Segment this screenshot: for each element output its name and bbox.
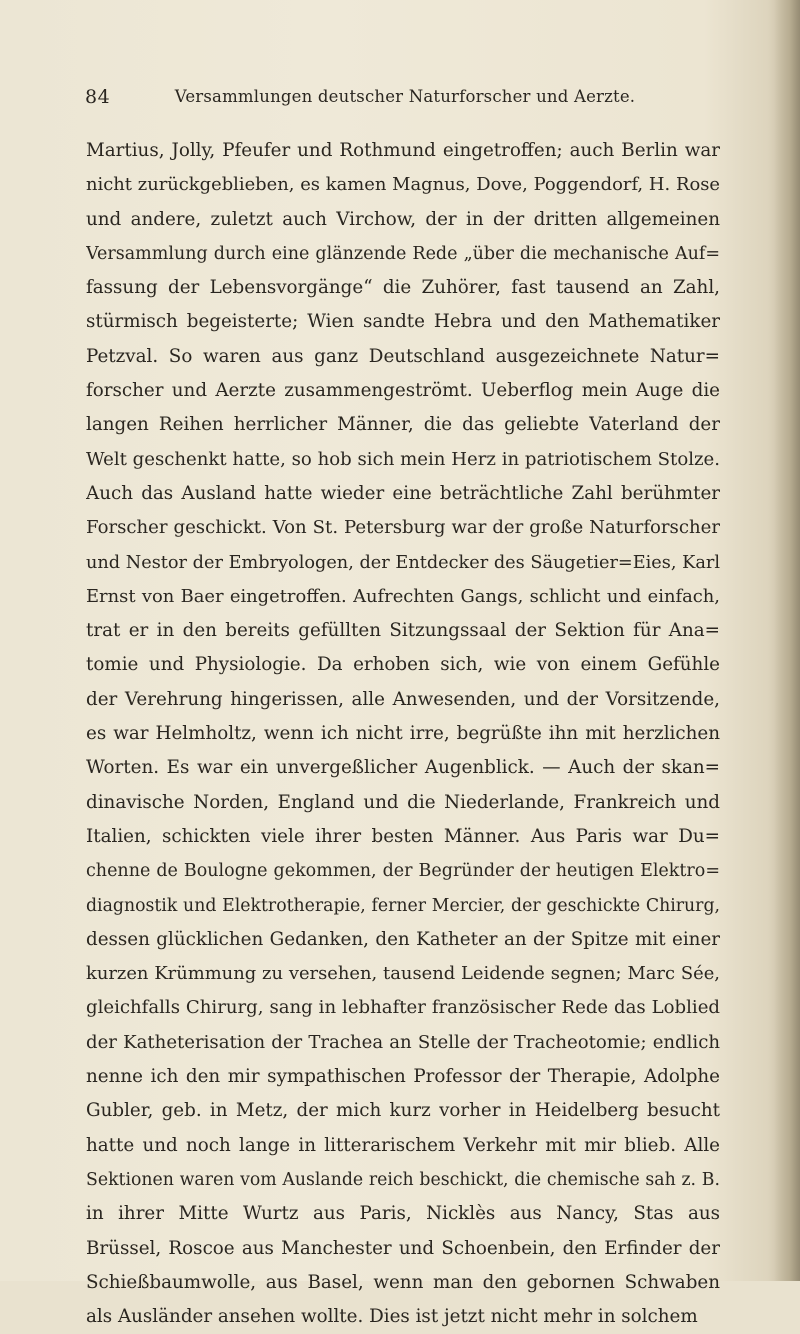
text-line: forscher und Aerzte zusammengeströmt. Ueberflog mein Auge die [86,380,720,402]
text-line: Welt geschenkt hatte, so hob sich mein Herz in patriotischem Stolze. [86,448,720,470]
text-line: langen Reihen herrlicher Männer, die das geliebte Vaterland der [86,414,720,436]
text-line: der Verehrung hingerissen, alle Anwesenden, und der Vorsitzende, [86,688,720,710]
text-line: chenne de Boulogne gekommen, der Begründer der heutigen Elektro= [86,861,720,882]
text-line: Italien, schickten viele ihrer besten Männer. Aus Paris war Du= [86,825,720,847]
page-number: 84 [85,86,111,108]
text-line: Forscher geschickt. Von St. Petersburg war der große Naturforscher [86,517,720,539]
text-line: es war Helmholtz, wenn ich nicht irre, begrüßte ihn mit herzlichen [86,723,720,745]
page-header [85,86,725,116]
text-line: Ernst von Baer eingetroffen. Aufrechten Gangs, schlicht und einfach, [86,585,720,607]
text-line: Petzval. So waren aus ganz Deutschland ausgezeichnete Natur= [86,345,720,367]
text-line: Auch das Ausland hatte wieder eine beträchtliche Zahl berühmter [86,482,720,504]
text-line: fassung der Lebensvorgänge“ die Zuhörer, fast tausend an Zahl, [86,277,720,299]
text-line: tomie und Physiologie. Da erhoben sich, wie von einem Gefühle [86,654,720,676]
text-line: der Katheterisation der Trachea an Stelle der Tracheotomie; endlich [86,1031,720,1053]
text-line: als Ausländer ansehen wollte. Dies ist jetzt nicht mehr in solchem [86,1306,698,1328]
text-line: diagnostik und Elektrotherapie, ferner Mercier, der geschickte Chirurg, [86,895,720,916]
text-line: Gubler, geb. in Metz, der mich kurz vorher in Heidelberg besucht [86,1100,720,1122]
text-line: und andere, zuletzt auch Virchow, der in der dritten allgemeinen [86,208,720,230]
text-line: nenne ich den mir sympathischen Professor der Therapie, Adolphe [86,1066,720,1088]
text-line: dessen glücklichen Gedanken, den Katheter an der Spitze mit einer [86,928,720,950]
text-line: Worten. Es war ein unvergeßlicher Augenblick. — Auch der skan= [86,757,720,779]
text-line: und Nestor der Embryologen, der Entdecker des Säugetier=Eies, Karl [86,552,720,573]
body-paragraph [86,134,720,1334]
text-line: in ihrer Mitte Wurtz aus Paris, Nicklès aus Nancy, Stas aus [86,1203,720,1225]
page-edge-shadow [774,0,800,1281]
text-line: nicht zurückgeblieben, es kamen Magnus, Dove, Poggendorf, H. Rose [86,174,720,196]
running-head: Versammlungen deutscher Naturforscher und Aerzte. [174,87,636,106]
text-line: Versammlung durch eine glänzende Rede „über die mechanische Auf= [86,243,720,264]
text-line: stürmisch begeisterte; Wien sandte Hebra und den Mathematiker [86,311,720,333]
text-line: Martius, Jolly, Pfeufer und Rothmund eingetroffen; auch Berlin war [86,140,720,161]
text-line: hatte und noch lange in litterarischem Verkehr mit mir blieb. Alle [86,1134,720,1156]
text-line: Sektionen waren vom Auslande reich beschickt, die chemische sah z. B. [86,1169,720,1190]
text-line: gleichfalls Chirurg, sang in lebhafter französischer Rede das Loblied [86,997,720,1019]
text-line: kurzen Krümmung zu versehen, tausend Leidende segnen; Marc Sée, [86,963,720,985]
text-line: Schießbaumwolle, aus Basel, wenn man den gebornen Schwaben [86,1271,720,1293]
text-line: trat er in den bereits gefüllten Sitzungssaal der Sektion für Ana= [86,620,720,642]
text-line: Brüssel, Roscoe aus Manchester und Schoenbein, den Erfinder der [86,1237,720,1259]
text-line: dinavische Norden, England und die Niederlande, Frankreich und [86,791,720,813]
